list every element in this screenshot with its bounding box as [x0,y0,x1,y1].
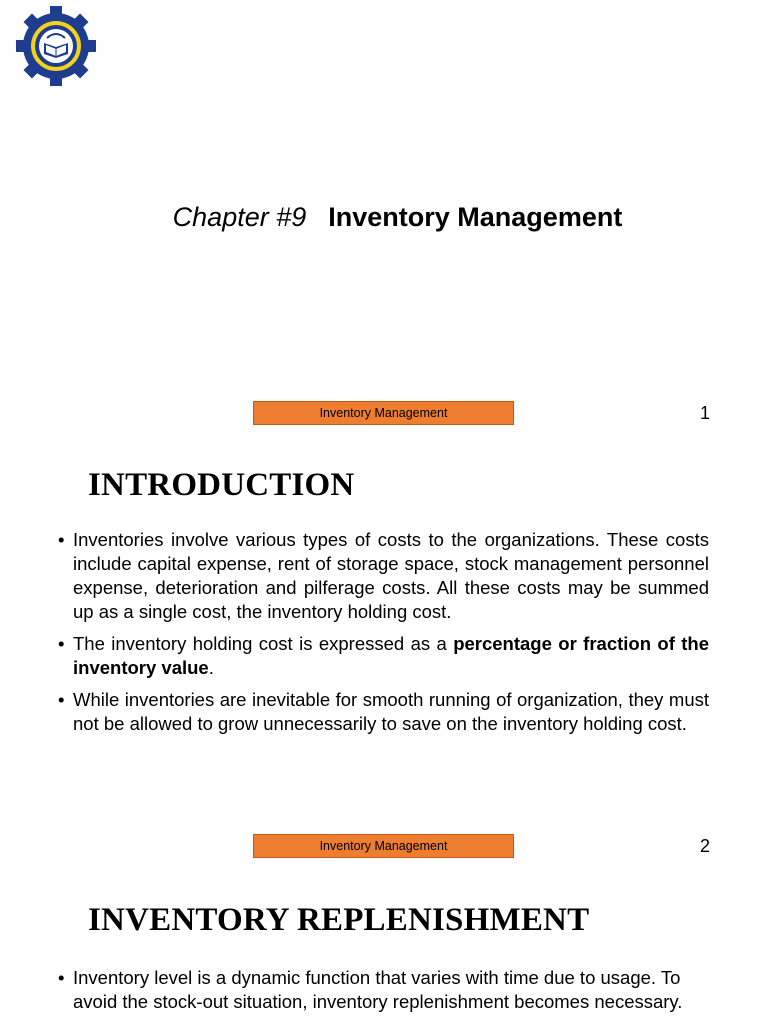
page-number: 1 [699,403,710,423]
university-logo [10,6,102,86]
section-heading-replenishment: INVENTORY REPLENISHMENT [88,902,590,938]
bullet-list [73,528,709,744]
page-number: 2 [699,836,710,856]
bullet-list [73,966,709,1022]
list-item: • Inventories involve various types of costs to the organizations. These costs include capital expense, rent of storage space, stock management personnel expense, deterioration and pilferage costs. All these costs may be summed up as a single cost, the inventory holding cost. [73,528,709,624]
section-heading-introduction: INTRODUCTION [88,467,355,503]
list-item [73,632,709,680]
slide-title [0,202,768,233]
footer-label-box: Inventory Management [253,834,514,858]
bullet-bold-text: percentage or fraction of the inventory value [73,633,709,678]
bullet-text-end: . [208,657,214,678]
bullet-text: The inventory holding cost is expressed as a [73,633,454,654]
chapter-title: Inventory Management [328,202,623,232]
list-item: • While inventories are inevitable for smooth running of organization, they must not be allowed to grow unnecessarily to save on the inventory holding cost. [73,688,709,736]
chapter-label: Chapter #9 [172,202,307,232]
footer-label-box: Inventory Management [253,401,514,425]
list-item: • Inventory level is a dynamic function that varies with time due to usage. To avoid the stock-out situation, inventory replenishment becomes necessary. [73,966,709,1014]
